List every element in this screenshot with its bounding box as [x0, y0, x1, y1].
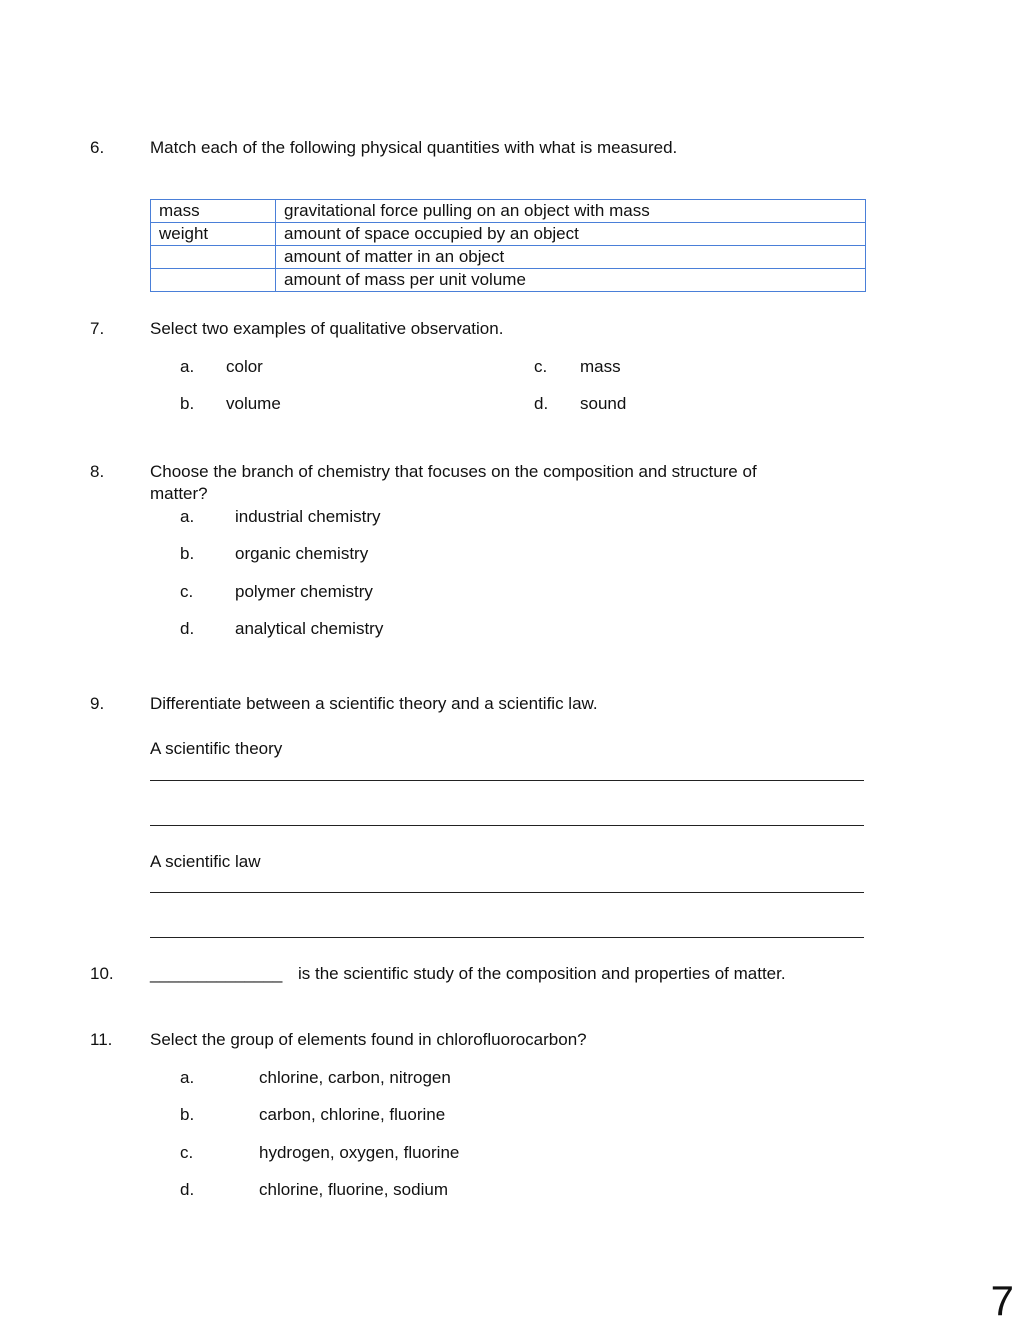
option-text[interactable]: organic chemistry [235, 544, 369, 563]
option-letter: d. [180, 1180, 195, 1199]
question-text: Match each of the following physical quantities with what is measured. [150, 138, 678, 157]
option-text[interactable]: sound [580, 394, 627, 413]
answer-line[interactable] [150, 937, 864, 938]
fill-blank[interactable]: ______________ [150, 964, 283, 983]
question-text: Select two examples of qualitative observation. [150, 319, 504, 338]
option-letter: a. [180, 507, 195, 526]
option-letter: b. [180, 394, 195, 413]
theory-label: A scientific theory [150, 739, 283, 758]
question-text-cont: matter? [150, 484, 208, 503]
table-cell: gravitational force pulling on an object with mass [276, 200, 866, 223]
question-text: Differentiate between a scientific theory and a scientific law. [150, 694, 598, 713]
law-label: A scientific law [150, 852, 261, 871]
option-text[interactable]: chlorine, carbon, nitrogen [259, 1068, 451, 1087]
option-letter: c. [180, 582, 194, 601]
option-text[interactable]: polymer chemistry [235, 582, 373, 601]
question-number: 9. [90, 694, 105, 713]
option-letter: c. [534, 357, 548, 376]
question-number: 7. [90, 319, 105, 338]
option-letter: b. [180, 1105, 195, 1124]
question-text: is the scientific study of the composition and properties of matter. [298, 964, 786, 983]
question-number: 10. [90, 964, 114, 983]
option-letter: d. [534, 394, 549, 413]
option-text[interactable]: hydrogen, oxygen, fluorine [259, 1143, 460, 1162]
table-cell: amount of matter in an object [276, 246, 866, 269]
table-row [151, 269, 866, 292]
question-number: 8. [90, 462, 105, 481]
option-letter: a. [180, 1068, 195, 1087]
page-number: 7 [990, 1277, 1014, 1324]
option-text[interactable]: mass [580, 357, 621, 376]
answer-line[interactable] [150, 892, 864, 893]
question-number: 11. [90, 1030, 113, 1049]
answer-line[interactable] [150, 780, 864, 781]
question-text: Select the group of elements found in chlorofluorocarbon? [150, 1030, 587, 1049]
table-cell: mass [151, 200, 276, 223]
option-text[interactable]: volume [226, 394, 281, 413]
table-row [151, 246, 866, 269]
option-text[interactable]: industrial chemistry [235, 507, 381, 526]
table-row [151, 200, 866, 223]
question-text: Choose the branch of chemistry that focuses on the composition and structure of [150, 462, 757, 481]
option-letter: d. [180, 619, 195, 638]
question-number: 6. [90, 138, 105, 157]
table-cell: amount of space occupied by an object [276, 223, 866, 246]
option-text[interactable]: analytical chemistry [235, 619, 384, 638]
matching-table [150, 199, 866, 292]
option-letter: b. [180, 544, 195, 563]
option-text[interactable]: color [226, 357, 263, 376]
table-cell [151, 269, 276, 292]
table-cell [151, 246, 276, 269]
table-cell: weight [151, 223, 276, 246]
option-text[interactable]: carbon, chlorine, fluorine [259, 1105, 446, 1124]
table-row [151, 223, 866, 246]
option-letter: c. [180, 1143, 194, 1162]
option-text[interactable]: chlorine, fluorine, sodium [259, 1180, 448, 1199]
answer-line[interactable] [150, 825, 864, 826]
table-cell: amount of mass per unit volume [276, 269, 866, 292]
option-letter: a. [180, 357, 195, 376]
